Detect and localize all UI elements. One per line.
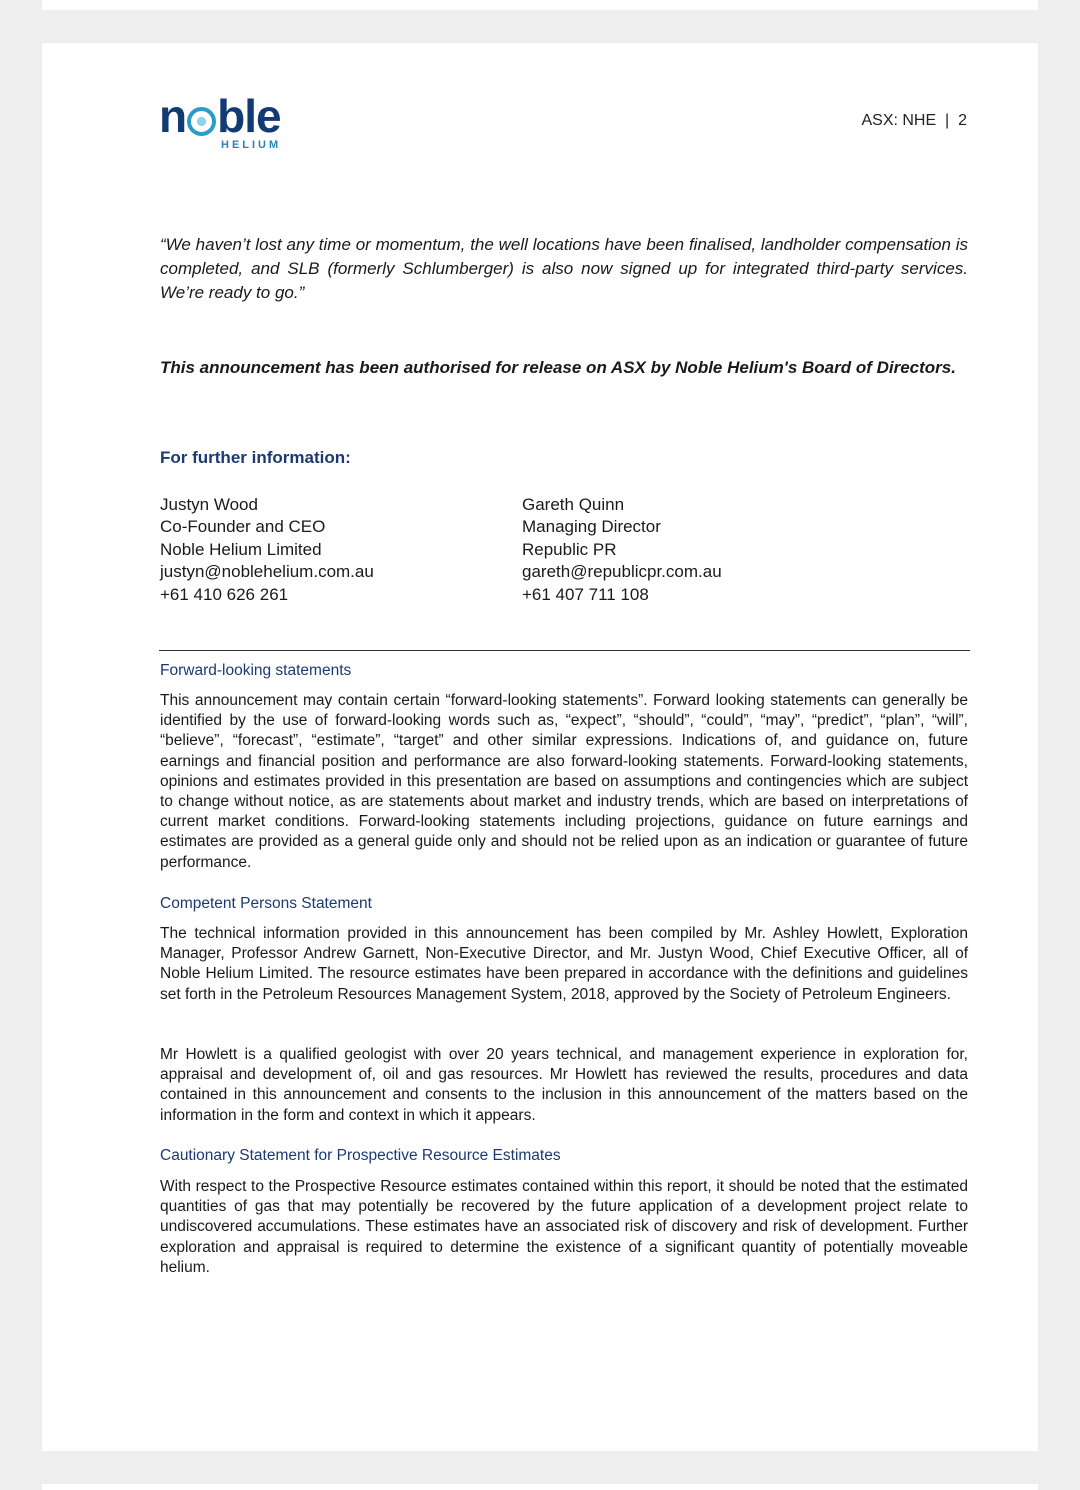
contact-email[interactable]: justyn@noblehelium.com.au <box>160 562 374 582</box>
logo-letter-n: n <box>159 90 187 142</box>
competent-persons-text-1: The technical information provided in this announcement has been compiled by Mr. Ashley Howlett, Exploration Manager, Professor Andrew Garnett, Non-Executive Director, and Mr. Justyn Wood, Chief Executive Officer, all of Noble Helium Limited. The resource estimates have been prepared in accordance with the definitions and guidelines set forth in the Petroleum Resources Management System, 2018, approved by the Society of Petroleum Engineers. <box>160 925 968 1003</box>
section-divider <box>159 650 970 651</box>
competent-persons-heading: Competent Persons Statement <box>160 895 372 912</box>
logo-subtitle: HELIUM <box>221 139 282 151</box>
previous-page-edge <box>42 0 1038 10</box>
contact-block-media <box>522 494 722 606</box>
contact-block-company <box>160 494 374 606</box>
cautionary-heading: Cautionary Statement for Prospective Resource Estimates <box>160 1147 561 1164</box>
contact-name: Justyn Wood <box>160 495 258 514</box>
next-page-edge <box>42 1484 1038 1490</box>
authorisation-statement: This announcement has been authorised for release on ASX by Noble Helium's Board of Directors. <box>160 358 956 377</box>
contact-phone: +61 407 711 108 <box>522 584 649 604</box>
logo-globe-icon <box>187 107 216 136</box>
logo-wordmark <box>159 90 299 142</box>
contact-phone: +61 410 626 261 <box>160 584 289 604</box>
contact-name: Gareth Quinn <box>522 495 625 514</box>
contact-company: Republic PR <box>522 539 617 559</box>
page-reference: ASX: NHE | 2 <box>861 112 967 129</box>
logo-letters-ble: ble <box>217 90 281 142</box>
document-page <box>42 43 1038 1451</box>
further-info-heading: For further information: <box>160 448 351 467</box>
contact-role: Managing Director <box>522 517 661 537</box>
contact-role: Co-Founder and CEO <box>160 517 326 537</box>
noble-helium-logo <box>159 90 299 157</box>
ceo-quote: “We haven’t lost any time or momentum, the well locations have been finalised, landholder compensation is completed, and SLB (formerly Schlumberger) is also now signed up for integrated third-party services. We’re ready to go.” <box>160 235 968 302</box>
cautionary-text: With respect to the Prospective Resource estimates contained within this report, it should be noted that the estimated quantities of gas that may potentially be recovered by the future application of a development project relate to undiscovered accumulations. These estimates have an associated risk of discovery and risk of development. Further exploration and appraisal is required to determine the existence of a significant quantity of potentially moveable helium. <box>160 1178 968 1276</box>
contact-company: Noble Helium Limited <box>160 539 322 559</box>
competent-persons-text-2: Mr Howlett is a qualified geologist with over 20 years technical, and management experience in exploration for, appraisal and development of, oil and gas resources. Mr Howlett has reviewed the results, procedures and data contained in this announcement and consents to the inclusion in this announcement of the matters based on the information in the form and context in which it appears. <box>160 1046 968 1124</box>
forward-looking-text: This announcement may contain certain “forward-looking statements”. Forward looking statements can generally be identified by the use of forward-looking words such as, “expect”, “should”, “could”, “may”, “predict”, “plan”, “will”, “believe”, “forecast”, “estimate”, “target” and other similar expressions. Indications of, and guidance on, future earnings and financial position and performance are also forward-looking statements. Forward-looking statements, opinions and estimates provided in this presentation are based on assumptions and contingencies which are subject to change without notice, as are statements about market and industry trends, which are based on interpretations of current market conditions. Forward-looking statements including projections, guidance on future earnings and estimates are provided as a general guide only and should not be relied upon as an indication or guarantee of future performance. <box>160 692 968 871</box>
forward-looking-heading: Forward-looking statements <box>160 662 352 679</box>
contact-email[interactable]: gareth@republicpr.com.au <box>522 562 722 582</box>
